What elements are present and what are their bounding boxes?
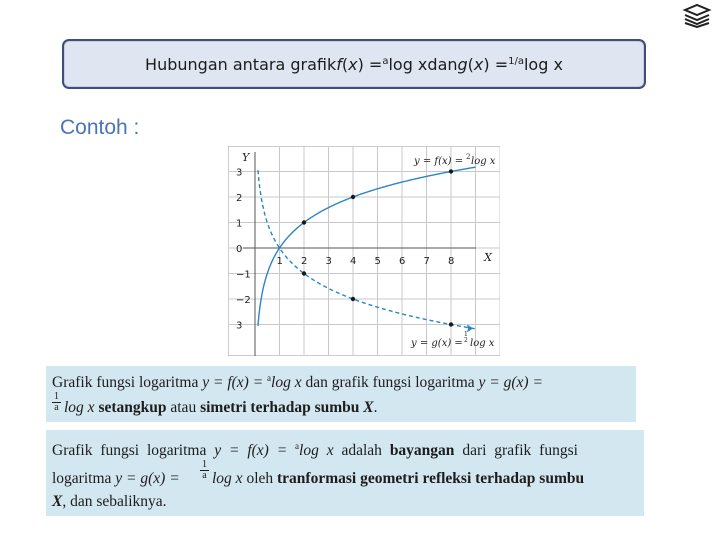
book-stack-logo-icon bbox=[682, 2, 712, 28]
label-g-rest: log x bbox=[470, 338, 495, 349]
x-tick-label: 2 bbox=[301, 256, 308, 267]
y-axis-label: Y bbox=[242, 151, 250, 164]
title-base-a: a bbox=[382, 55, 389, 67]
explanation-box-reflection bbox=[46, 430, 644, 516]
y-tick-label: −2 bbox=[236, 295, 251, 306]
log-graph bbox=[228, 146, 500, 356]
y-tick-label: 0 bbox=[236, 244, 243, 255]
y-tick-label: 2 bbox=[236, 193, 243, 204]
y-tick-label: 1 bbox=[236, 218, 243, 230]
label-f-base: 2 bbox=[466, 153, 471, 161]
label-g-den: 2 bbox=[464, 337, 468, 344]
box2-line2: logaritma y = g(x) = bbox=[52, 470, 180, 487]
label-g-lead: y = g(x) = bbox=[411, 338, 463, 349]
x-tick-label: 6 bbox=[399, 256, 406, 267]
title-base-inv: 1/a bbox=[508, 55, 524, 67]
label-g-num: 1 bbox=[464, 331, 468, 338]
y-tick-label: −1 bbox=[236, 269, 251, 281]
point-g bbox=[302, 271, 306, 275]
box1-fraction: $\frac{1}{a}$ bbox=[54, 391, 59, 413]
box2-line1: Grafik fungsi logaritma y = f(x) = $^a$log x adalah bayangan dari grafik fungsi bbox=[52, 441, 578, 460]
point-f bbox=[302, 220, 306, 224]
title-f: f bbox=[336, 54, 342, 74]
box1-line1: Grafik fungsi logaritma y = f(x) = $^a$log x dan grafik fungsi logaritma y = g(x) = bbox=[52, 373, 543, 392]
label-f-rest: log x bbox=[471, 156, 496, 167]
example-heading: Contoh : bbox=[60, 116, 140, 139]
y-tick-label: 3 bbox=[236, 167, 243, 179]
x-tick-label: 1 bbox=[276, 256, 283, 267]
label-f-lead: y = f(x) = bbox=[414, 156, 464, 167]
x-axis-label: X bbox=[484, 251, 492, 264]
point-f bbox=[351, 195, 355, 199]
x-tick-label: 3 bbox=[325, 256, 332, 267]
x-tick-label: 7 bbox=[423, 256, 430, 267]
title-banner: Hubungan antara grafik f ( x ) = $^a$ log x dan g ( x ) = $^{1/a}$ log x bbox=[62, 39, 646, 89]
box2-line2b: log x oleh tranformasi geometri refleksi terhadap sumbu bbox=[212, 470, 585, 487]
title-prefix: Hubungan antara grafik bbox=[145, 54, 337, 74]
point-f bbox=[449, 169, 453, 173]
explanation-box-symmetry bbox=[46, 366, 636, 422]
y-tick-label: 3 bbox=[236, 320, 243, 332]
x-tick-label: 8 bbox=[448, 256, 455, 267]
point-g bbox=[351, 297, 355, 301]
box2-fraction: $\frac{1}{a}$ bbox=[202, 459, 207, 481]
box2-line3: X, dan sebaliknya. bbox=[52, 493, 167, 510]
point-g bbox=[449, 322, 453, 326]
box1-line2: log x setangkup atau simetri terhadap sumbu X. bbox=[64, 399, 378, 416]
x-tick-label: 5 bbox=[374, 256, 381, 267]
title-g: g bbox=[457, 54, 468, 74]
x-tick-label: 4 bbox=[350, 256, 357, 267]
